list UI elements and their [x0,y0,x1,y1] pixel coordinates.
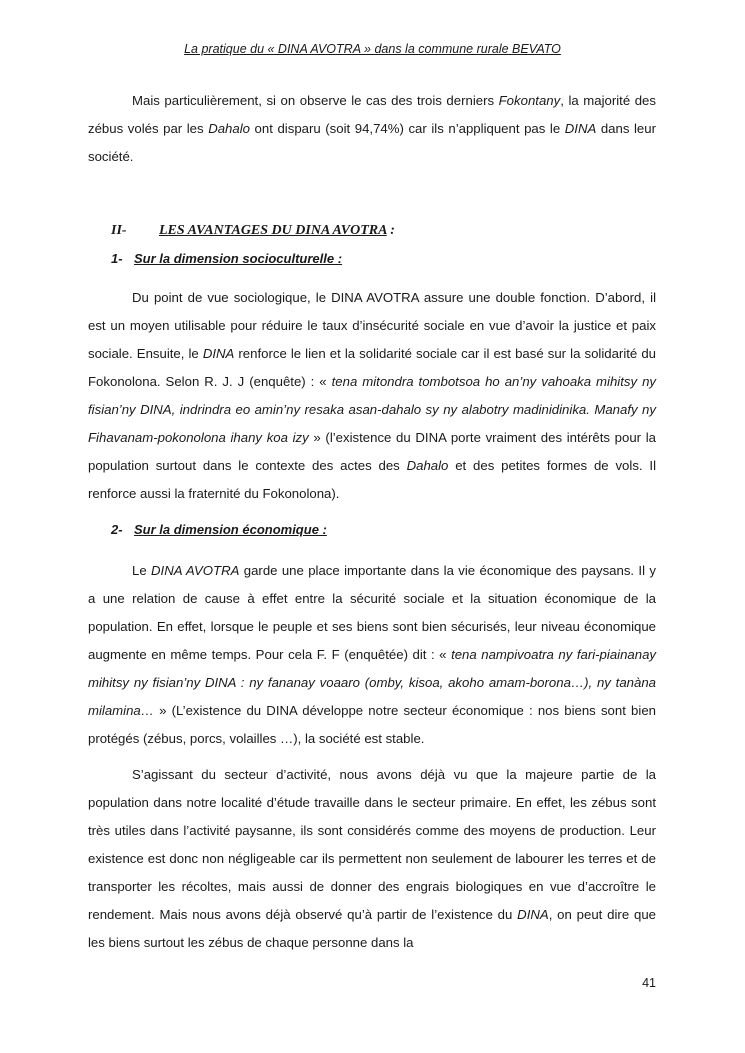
section-number: II- [111,223,127,238]
paragraph-secteur-activite: S’agissant du secteur d’activité, nous avons déjà vu que la majeure partie de la population dans notre localité d’étude travaille dans le secteur primaire. En effet, les zébus sont très utiles dans l’activité paysanne, ils sont considérés comme des moyens de production. Leur existence est donc non négligeable car ils permettent non seulement de labourer les terres et de transporter les récoltes, mais aussi de donner des engrais biologiques en vue d’accroître le rendement. Mais nous avons déjà observé qu’à partir de l’existence du DINA, on peut dire que les biens surtout les zébus de chaque personne dans la [88,767,656,950]
section-heading: II- LES AVANTAGES DU DINA AVOTRA : [111,223,395,238]
subsection-heading-1: 1- Sur la dimension socioculturelle : [111,251,343,266]
paragraph-intro: Mais particulièrement, si on observe le cas des trois derniers Fokontany, la majorité des zébus volés par les Dahalo ont disparu (soit 94,74%) car ils n’appliquent pas le DINA dans leur société. [88,93,656,164]
section-title: LES AVANTAGES DU DINA AVOTRA [159,223,387,238]
subsection-heading-2: 2- Sur la dimension économique : [111,522,327,537]
paragraph-socioculturelle: Du point de vue sociologique, le DINA AVOTRA assure une double fonction. D’abord, il est un moyen utilisable pour réduire le taux d’insécurité sociale en vue d’avoir la justice et paix sociale. Ensuite, le DINA renforce le lien et la solidarité sociale car il est basé sur la solidarité du Fokonolona. Selon R. J. J (enquête) : « tena mitondra tombotsoa ho an’ny vahoaka mihitsy ny fisian’ny DINA, indrindra eo amin’ny resaka asan-dahalo sy ny alabotry madinidinika. Manafy ny Fihavanam-pokonolona ihany koa izy » (l’existence du DINA porte vraiment des intérêts pour la population surtout dans le contexte des actes des Dahalo et des petites formes de vols. Il renforce aussi la fraternité du Fokonolona). [88,290,657,501]
running-header: La pratique du « DINA AVOTRA » dans la commune rurale BEVATO [184,42,561,56]
page-number: 41 [642,976,656,990]
paragraph-economique: Le DINA AVOTRA garde une place importante dans la vie économique des paysans. Il y a une relation de cause à effet entre la sécurité sociale et la situation économique de la population. En effet, lorsque le peuple et ses biens sont bien sécurisés, leur niveau économique augmente en même temps. Pour cela F. F (enquêtée) dit : « tena nampivoatra ny fari-piainanay mihitsy ny fisian’ny DINA : ny fananay voaaro (omby, kisoa, akoho amam-borona…), ny tanàna milamina… » (L’existence du DINA développe notre secteur économique : nos biens sont bien protégés (zébus, porcs, volailles …), la société est stable. [88,563,657,746]
